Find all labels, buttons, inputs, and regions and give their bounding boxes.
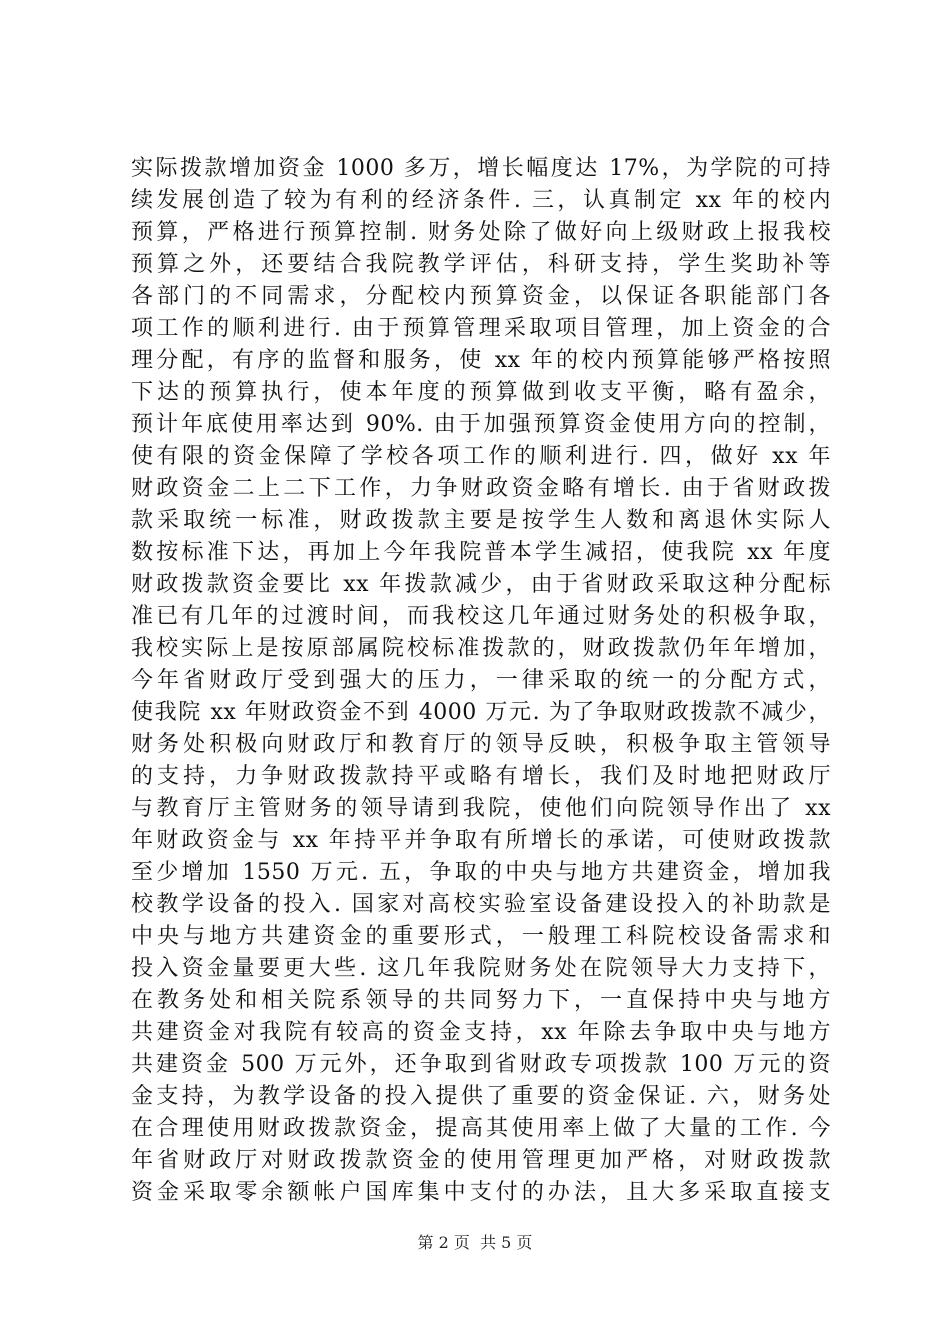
page-number-footer: 第 2 页 共 5 页 — [417, 1233, 533, 1252]
document-line: 预算，严格进行预算控制. 财务处除了做好向上级财政上报我校 — [131, 220, 831, 245]
document-line: 财务处积极向财政厅和教育厅的领导反映，积极争取主管领导 — [131, 732, 831, 757]
document-line: 使我院 xx 年财政资金不到 4000 万元. 为了争取财政拨款不减少， — [131, 700, 831, 725]
document-line: 共建资金 500 万元外，还争取到省财政专项拨款 100 万元的资 — [131, 1052, 831, 1077]
document-line: 各部门的不同需求，分配校内预算资金，以保证各职能部门各 — [131, 284, 831, 309]
document-line: 金支持，为教学设备的投入提供了重要的资金保证. 六，财务处 — [131, 1084, 831, 1109]
document-line: 款采取统一标准，财政拨款主要是按学生人数和离退休实际人 — [131, 508, 831, 533]
document-line: 续发展创造了较为有利的经济条件. 三，认真制定 xx 年的校内 — [131, 188, 831, 213]
document-body — [131, 153, 831, 1209]
document-line: 理分配，有序的监督和服务，使 xx 年的校内预算能够严格按照 — [131, 348, 831, 373]
document-line: 财政拨款资金要比 xx 年拨款减少，由于省财政采取这种分配标 — [131, 572, 831, 597]
document-line: 准已有几年的过渡时间，而我校这几年通过财务处的积极争取， — [131, 604, 831, 629]
document-line: 财政资金二上二下工作，力争财政资金略有增长. 由于省财政拨 — [131, 476, 831, 501]
document-line: 下达的预算执行，使本年度的预算做到收支平衡，略有盈余， — [131, 380, 831, 405]
document-line: 资金采取零余额帐户国库集中支付的办法，且大多采取直接支 — [131, 1180, 831, 1205]
document-line: 校教学设备的投入. 国家对高校实验室设备建设投入的补助款是 — [131, 892, 831, 917]
document-line: 预计年底使用率达到 90%. 由于加强预算资金使用方向的控制， — [131, 412, 831, 437]
document-line: 数按标准下达，再加上今年我院普本学生减招，使我院 xx 年度 — [131, 540, 831, 565]
document-line: 今年省财政厅受到强大的压力，一律采取的统一的分配方式， — [131, 668, 831, 693]
document-line: 使有限的资金保障了学校各项工作的顺利进行. 四，做好 xx 年 — [131, 444, 831, 469]
document-line: 的支持，力争财政拨款持平或略有增长，我们及时地把财政厅 — [131, 764, 831, 789]
document-line: 共建资金对我院有较高的资金支持，xx 年除去争取中央与地方 — [131, 1020, 831, 1045]
document-line: 我校实际上是按原部属院校标准拨款的，财政拨款仍年年增加， — [131, 636, 831, 661]
document-line: 在合理使用财政拨款资金，提高其使用率上做了大量的工作. 今 — [131, 1116, 831, 1141]
document-line: 在教务处和相关院系领导的共同努力下，一直保持中央与地方 — [131, 988, 831, 1013]
document-line: 年财政资金与 xx 年持平并争取有所增长的承诺，可使财政拨款 — [131, 828, 831, 853]
document-line: 与教育厅主管财务的领导请到我院，使他们向院领导作出了 xx — [131, 796, 831, 821]
document-line: 项工作的顺利进行. 由于预算管理采取项目管理，加上资金的合 — [131, 316, 831, 341]
document-line: 至少增加 1550 万元. 五，争取的中央与地方共建资金，增加我 — [131, 860, 831, 885]
document-line: 中央与地方共建资金的重要形式，一般理工科院校设备需求和 — [131, 924, 831, 949]
document-line: 实际拨款增加资金 1000 多万，增长幅度达 17%，为学院的可持 — [131, 156, 831, 181]
document-line: 投入资金量要更大些. 这几年我院财务处在院领导大力支持下， — [131, 956, 831, 981]
document-line: 年省财政厅对财政拨款资金的使用管理更加严格，对财政拨款 — [131, 1148, 831, 1173]
document-line: 预算之外，还要结合我院教学评估，科研支持，学生奖助补等 — [131, 252, 831, 277]
